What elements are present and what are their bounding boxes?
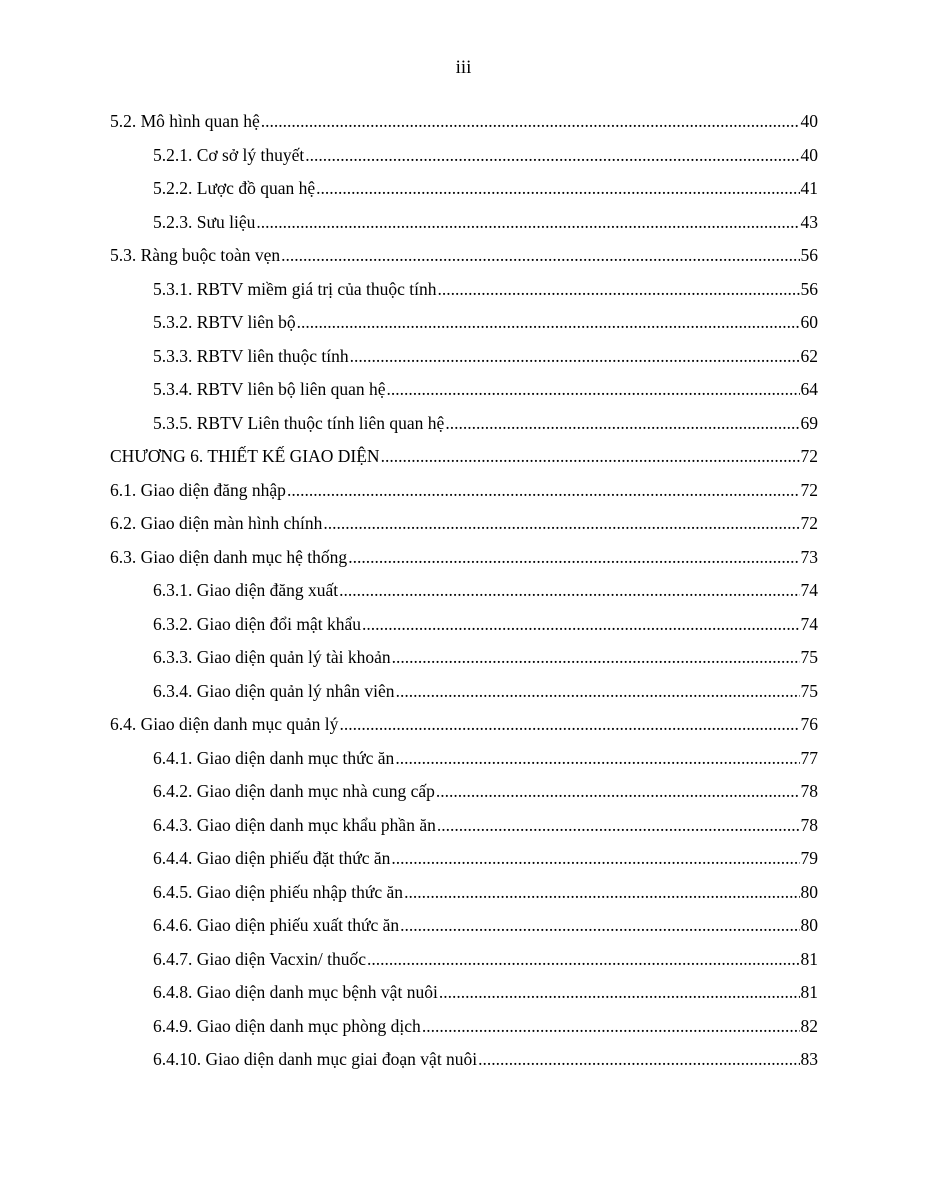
toc-entry-label: 6.4.10. Giao diện danh mục giai đoạn vật nuôi [153,1049,478,1069]
toc-entry-label: 6.4.8. Giao diện danh mục bệnh vật nuôi [153,982,438,1002]
toc-entry-label: 5.3. Ràng buộc toàn vẹn [110,245,281,265]
toc-entry-page-number: 40 [800,144,818,165]
toc-entry-label: 5.3.1. RBTV miềm giá trị của thuộc tính [153,278,437,299]
toc-entry-page-number: 73 [800,546,818,567]
toc-entry-page-number: 72 [800,513,818,533]
toc-entry-label: 6.3.4. Giao diện quản lý nhân viên [153,680,395,701]
toc-entry[interactable] [110,139,818,173]
toc-entry-page-number: 81 [800,982,818,1002]
toc-entry[interactable] [110,507,818,541]
toc-entry-page-number: 40 [800,111,818,131]
toc-dot-leader [395,742,799,776]
toc-dot-leader [436,775,800,809]
toc-entry-page-number: 83 [800,1049,818,1069]
toc-dot-leader [404,876,799,910]
toc-entry-label: 6.4.5. Giao diện phiếu nhập thức ăn [153,881,404,902]
toc-entry-label: 6.3.1. Giao diện đăng xuất [153,580,339,600]
toc-entry-page-number: 80 [800,881,818,902]
toc-entry-page-number: 41 [800,178,818,198]
toc-entry-label: 6.4. Giao diện danh mục quản lý [110,714,339,734]
toc-entry[interactable] [110,641,818,675]
toc-dot-leader [350,340,800,374]
toc-entry[interactable] [110,809,818,843]
toc-entry-label: 6.4.9. Giao diện danh mục phòng dịch [153,1015,421,1036]
toc-entry[interactable] [110,306,818,340]
toc-dot-leader [297,306,800,340]
toc-entry[interactable] [110,909,818,943]
toc-dot-leader [367,943,799,977]
toc-entry-label: 5.2.2. Lược đồ quan hệ [153,178,316,198]
toc-entry[interactable] [110,541,818,575]
toc-entry-label: 6.4.2. Giao diện danh mục nhà cung cấp [153,781,435,801]
toc-dot-leader [391,842,799,876]
toc-dot-leader [339,708,799,742]
toc-entry-label: 5.3.3. RBTV liên thuộc tính [153,345,349,366]
toc-dot-leader [478,1043,799,1077]
toc-entry[interactable] [110,976,818,1010]
toc-entry-label: 6.4.6. Giao diện phiếu xuất thức ăn [153,915,400,935]
toc-entry[interactable] [110,675,818,709]
toc-entry-label: 6.3. Giao diện danh mục hệ thống [110,546,348,567]
toc-entry[interactable] [110,842,818,876]
toc-dot-leader [438,273,800,307]
toc-entry-label: CHƯƠNG 6. THIẾT KẾ GIAO DIỆN [110,446,380,466]
toc-entry-label: 5.3.2. RBTV liên bộ [153,312,296,332]
toc-dot-leader [305,139,799,173]
toc-entry-page-number: 62 [800,345,818,366]
toc-entry-page-number: 78 [800,781,818,801]
toc-dot-leader [316,172,799,206]
toc-entry-label: 5.3.5. RBTV Liên thuộc tính liên quan hệ [153,412,445,433]
toc-entry[interactable] [110,775,818,809]
toc-entry-page-number: 60 [800,312,818,332]
toc-entry-page-number: 78 [800,814,818,835]
toc-entry-page-number: 72 [800,446,818,466]
toc-entry-page-number: 82 [800,1015,818,1036]
toc-dot-leader [261,105,800,139]
toc-entry-label: 6.3.3. Giao diện quản lý tài khoản [153,647,391,667]
toc-entry-label: 6.4.1. Giao diện danh mục thức ăn [153,747,395,768]
toc-entry-page-number: 76 [800,714,818,734]
toc-entry-label: 5.2.3. Sưu liệu [153,211,256,232]
toc-entry-page-number: 79 [800,848,818,868]
toc-entry-label: 6.4.3. Giao diện danh mục khẩu phần ăn [153,814,436,835]
toc-entry-page-number: 43 [800,211,818,232]
page-number: iii [455,57,472,78]
toc-entry[interactable] [110,239,818,273]
toc-dot-leader [281,239,799,273]
toc-entry-label: 5.3.4. RBTV liên bộ liên quan hệ [153,379,386,399]
toc-entry-label: 6.1. Giao diện đăng nhập [110,479,286,500]
toc-entry[interactable] [110,172,818,206]
toc-dot-leader [439,976,800,1010]
toc-entry[interactable] [110,340,818,374]
toc-entry[interactable] [110,440,818,474]
toc-entry-page-number: 81 [800,948,818,969]
toc-dot-leader [400,909,799,943]
toc-entry-label: 6.2. Giao diện màn hình chính [110,513,323,533]
toc-entry-page-number: 74 [800,580,818,600]
toc-entry[interactable] [110,206,818,240]
toc-dot-leader [323,507,799,541]
toc-entry[interactable] [110,943,818,977]
toc-entry-label: 5.2. Mô hình quan hệ [110,111,260,131]
toc-entry-page-number: 56 [800,245,818,265]
toc-dot-leader [396,675,800,709]
toc-entry-page-number: 77 [800,747,818,768]
toc-entry-page-number: 74 [800,613,818,634]
toc-dot-leader [392,641,800,675]
toc-entry-page-number: 64 [800,379,818,399]
toc-entry-page-number: 75 [800,647,818,667]
toc-entry-page-number: 69 [800,412,818,433]
toc-dot-leader [287,474,800,508]
toc-entry[interactable] [110,876,818,910]
toc-entry-page-number: 75 [800,680,818,701]
toc-entry[interactable] [110,1010,818,1044]
toc-entry[interactable] [110,373,818,407]
toc-entry-page-number: 80 [800,915,818,935]
toc-entry-page-number: 56 [800,278,818,299]
toc-entry[interactable] [110,273,818,307]
toc-dot-leader [387,373,800,407]
toc-dot-leader [445,407,799,441]
toc-entry-label: 6.4.4. Giao diện phiếu đặt thức ăn [153,848,391,868]
toc-dot-leader [437,809,800,843]
toc-entry-label: 6.4.7. Giao diện Vacxin/ thuốc [153,948,367,969]
toc-dot-leader [256,206,799,240]
toc-entry-label: 6.3.2. Giao diện đổi mật khẩu [153,613,362,634]
toc-dot-leader [339,574,799,608]
toc-entry[interactable] [110,742,818,776]
toc-dot-leader [348,541,799,575]
toc-entry[interactable] [110,608,818,642]
toc-entry[interactable] [110,574,818,608]
toc-dot-leader [362,608,799,642]
toc-entry[interactable] [110,105,818,139]
toc-dot-leader [381,440,800,474]
toc-entry-page-number: 72 [800,479,818,500]
table-of-contents [110,105,818,1077]
toc-entry[interactable] [110,407,818,441]
toc-dot-leader [422,1010,800,1044]
toc-entry[interactable] [110,1043,818,1077]
toc-entry[interactable] [110,708,818,742]
toc-entry-label: 5.2.1. Cơ sở lý thuyết [153,144,305,165]
toc-entry[interactable] [110,474,818,508]
